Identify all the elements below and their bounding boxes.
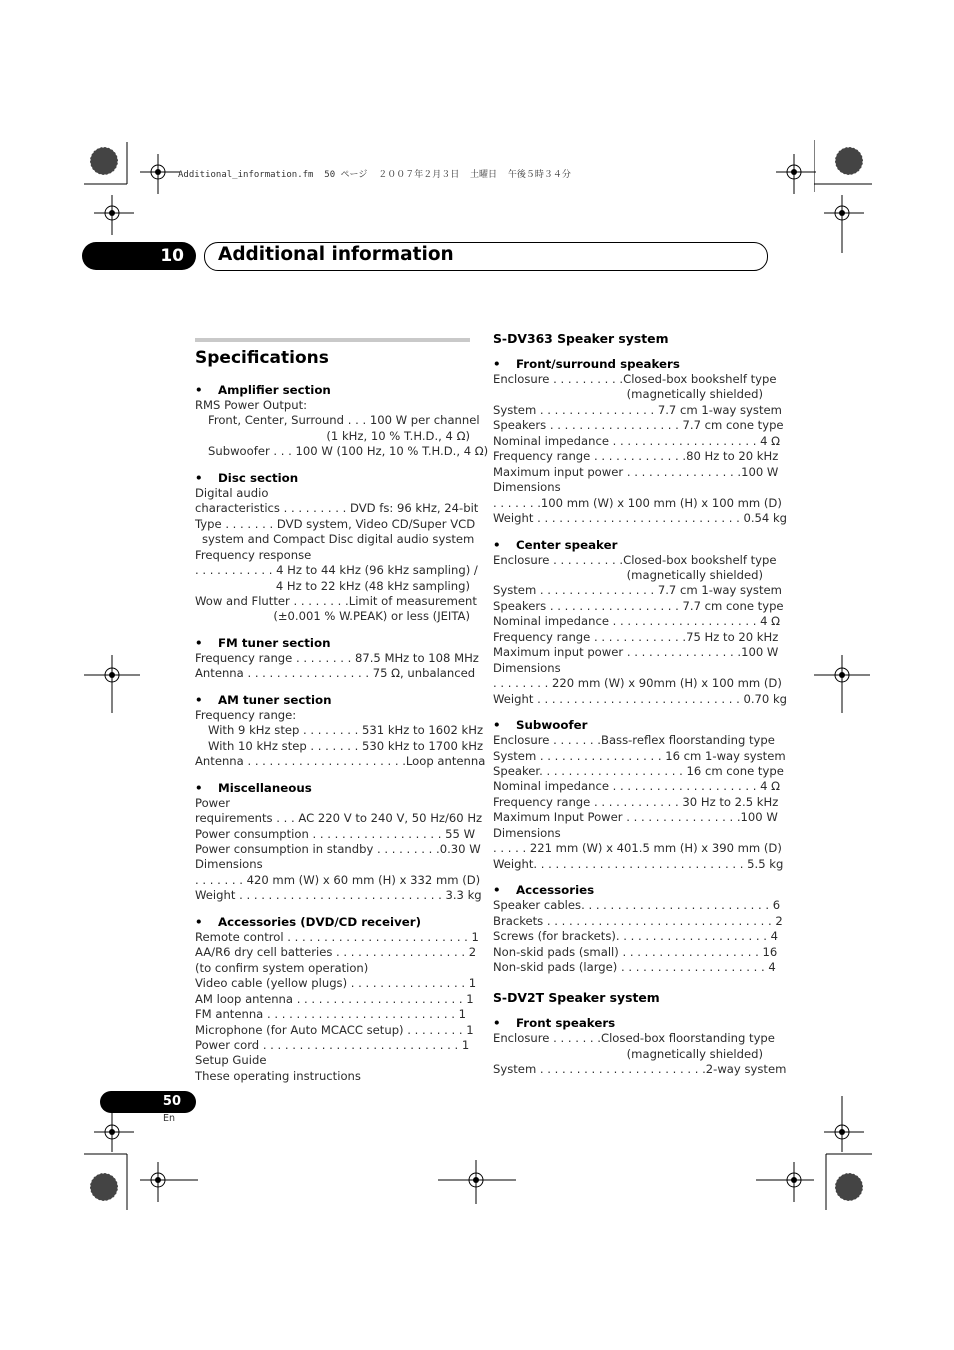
spec-line: Maximum input power . . . . . . . . . . . . . . . .100 W bbox=[493, 464, 779, 479]
spec-line: Type . . . . . . . DVD system, Video CD/Super VCD bbox=[195, 516, 476, 531]
spec-line: . . . . . . . . 220 mm (W) x 90mm (H) x 100 mm (D) bbox=[493, 676, 782, 691]
section-heading-front-speakers: • Front speakers bbox=[493, 1016, 616, 1031]
spec-line: Maximum input power . . . . . . . . . . . . . . . .100 W bbox=[493, 645, 779, 660]
spec-line: Frequency response bbox=[195, 547, 312, 562]
spacer bbox=[493, 975, 763, 989]
registration-crosshair-right-lower bbox=[824, 1096, 864, 1152]
section-heading-amplifier: • Amplifier section bbox=[195, 383, 331, 397]
spec-line: Microphone (for Auto MCACC setup) . . . . . . . . 1 bbox=[195, 1022, 474, 1037]
spec-line: Digital audio bbox=[195, 485, 269, 500]
spec-line: Video cable (yellow plugs) . . . . . . . . . . . . . . . . 1 bbox=[195, 976, 477, 991]
spec-line: Subwoofer . . . 100 W (100 Hz, 10 % T.H.D., 4 Ω) bbox=[208, 444, 489, 459]
system-title-s-dv2t: S-DV2T Speaker system bbox=[493, 990, 660, 1006]
spec-line: Frequency range . . . . . . . . . . . . 30 Hz to 2.5 kHz bbox=[493, 794, 779, 809]
spec-line: Weight . . . . . . . . . . . . . . . . . . . . . . . . . . . . 0.54 kg bbox=[493, 511, 788, 526]
registration-disc-bottom-left bbox=[80, 1152, 130, 1212]
registration-disc-top-left bbox=[80, 140, 130, 190]
spec-line: Setup Guide bbox=[195, 1053, 267, 1068]
page-number: 50 bbox=[162, 1094, 181, 1109]
spec-line: With 10 kHz step . . . . . . . 530 kHz to 1700 kHz bbox=[208, 738, 484, 753]
spec-line: Dimensions bbox=[493, 660, 561, 675]
spec-line: . . . . . . .100 mm (W) x 100 mm (H) x 100 mm (D) bbox=[493, 495, 782, 510]
spec-line: Frequency range . . . . . . . . 87.5 MHz to 108 MHz bbox=[195, 650, 479, 665]
spec-line: Dimensions bbox=[493, 480, 561, 495]
spec-line: . . . . . 221 mm (W) x 401.5 mm (H) x 390 mm (D) bbox=[493, 841, 782, 856]
spec-line: Enclosure . . . . . . .Bass-reflex floorstanding type bbox=[493, 733, 775, 748]
spec-line: (magnetically shielded) bbox=[626, 387, 763, 402]
registration-disc-bottom-right bbox=[814, 1152, 874, 1212]
spec-line: FM antenna . . . . . . . . . . . . . . . . . . . . . . . . . . 1 bbox=[195, 1007, 466, 1022]
registration-crosshair-right-upper bbox=[824, 195, 864, 255]
spec-line: Remote control . . . . . . . . . . . . . . . . . . . . . . . . . 1 bbox=[195, 929, 479, 944]
registration-crosshair-bottom-right bbox=[756, 1162, 816, 1202]
spec-line: Wow and Flutter . . . . . . . .Limit of measurement bbox=[195, 593, 477, 608]
spec-line: Power cord . . . . . . . . . . . . . . . . . . . . . . . . . . . 1 bbox=[195, 1037, 470, 1052]
spec-line: characteristics . . . . . . . . . DVD fs: 96 kHz, 24-bit bbox=[195, 501, 479, 516]
spec-line: Speaker. . . . . . . . . . . . . . . . . . . . 16 cm cone type bbox=[493, 763, 784, 778]
chapter-title-box bbox=[204, 242, 768, 271]
registration-crosshair-bottom-left bbox=[140, 1162, 200, 1202]
spec-line: Frequency range . . . . . . . . . . . . .80 Hz to 20 kHz bbox=[493, 449, 779, 464]
spec-line: Nominal impedance . . . . . . . . . . . . . . . . . . . . 4 Ω bbox=[493, 779, 780, 794]
spec-line: Weight . . . . . . . . . . . . . . . . . . . . . . . . . . . . 3.3 kg bbox=[195, 888, 482, 903]
specifications-title: Specifications bbox=[195, 348, 329, 368]
left-column bbox=[195, 338, 489, 1084]
spec-line: Frequency range . . . . . . . . . . . . .75 Hz to 20 kHz bbox=[493, 629, 779, 644]
section-heading-subwoofer: • Subwoofer bbox=[493, 718, 588, 733]
spec-line: Power consumption . . . . . . . . . . . . . . . . . . 55 W bbox=[195, 826, 476, 841]
section-heading-accessories-receiver: • Accessories (DVD/CD receiver) bbox=[195, 914, 421, 929]
section-heading-center-speaker: • Center speaker bbox=[493, 537, 618, 552]
spec-line: System . . . . . . . . . . . . . . . . 7.7 cm 1-way system bbox=[493, 583, 782, 598]
title-rule bbox=[195, 338, 470, 342]
section-heading-am-tuner: • AM tuner section bbox=[195, 692, 332, 707]
system-title-s-dv363: S-DV363 Speaker system bbox=[493, 331, 669, 346]
spec-line: (±0.001 % W.PEAK) or less (JEITA) bbox=[273, 609, 470, 624]
spec-line: Enclosure . . . . . . . . . .Closed-box bookshelf type bbox=[493, 552, 777, 567]
spec-line: Nominal impedance . . . . . . . . . . . . . . . . . . . . 4 Ω bbox=[493, 614, 780, 629]
spec-line: System . . . . . . . . . . . . . . . . . . . . . . .2-way system bbox=[493, 1062, 787, 1077]
spec-line: Frequency range: bbox=[195, 707, 297, 722]
registration-crosshair-top-left bbox=[140, 154, 180, 194]
spec-line: Brackets . . . . . . . . . . . . . . . . . . . . . . . . . . . . . . . 2 bbox=[493, 913, 783, 928]
spec-line: System . . . . . . . . . . . . . . . . . 16 cm 1-way system bbox=[493, 748, 786, 763]
registration-crosshair-left-middle bbox=[84, 655, 140, 713]
registration-crosshair-left-upper bbox=[94, 195, 134, 235]
spec-line: These operating instructions bbox=[195, 1068, 361, 1083]
spec-line: Power bbox=[195, 795, 231, 810]
spec-line: Dimensions bbox=[493, 825, 561, 840]
chapter-badge bbox=[82, 242, 196, 270]
spec-line: Antenna . . . . . . . . . . . . . . . . . . . . . .Loop antenna bbox=[195, 754, 486, 769]
spec-line: Weight. . . . . . . . . . . . . . . . . . . . . . . . . . . . . 5.5 kg bbox=[493, 856, 784, 871]
spec-line: Enclosure . . . . . . .Closed-box floorstanding type bbox=[493, 1031, 775, 1046]
spec-line: (to confirm system operation) bbox=[195, 960, 369, 975]
spec-line: Power consumption in standby . . . . . . . . .0.30 W bbox=[195, 841, 481, 856]
spec-line: With 9 kHz step . . . . . . . . 531 kHz to 1602 kHz bbox=[208, 723, 484, 738]
spec-line: (magnetically shielded) bbox=[626, 567, 763, 582]
spec-line: Non-skid pads (large) . . . . . . . . . . . . . . . . . . . . 4 bbox=[493, 959, 776, 974]
registration-crosshair-bottom-center bbox=[438, 1160, 518, 1206]
spec-line: system and Compact Disc digital audio system bbox=[202, 532, 475, 547]
file-header: Additional_information.fm 50 ページ ２００７年２月３日 土曜日 午後５時３４分 bbox=[178, 170, 571, 180]
registration-crosshair-right-middle bbox=[814, 655, 870, 713]
page-number-badge bbox=[100, 1091, 196, 1113]
section-heading-speaker-accessories: • Accessories bbox=[493, 883, 595, 898]
spec-line: . . . . . . . 420 mm (W) x 60 mm (H) x 332 mm (D) bbox=[195, 872, 481, 887]
spec-line: Non-skid pads (small) . . . . . . . . . . . . . . . . . . . 16 bbox=[493, 944, 778, 959]
spec-line: (magnetically shielded) bbox=[626, 1046, 763, 1061]
spec-line: Maximum Input Power . . . . . . . . . . . . . . . .100 W bbox=[493, 810, 778, 825]
spec-line: AA/R6 dry cell batteries . . . . . . . . . . . . . . . . . . 2 bbox=[195, 945, 477, 960]
registration-crosshair-top-right bbox=[776, 154, 816, 194]
section-heading-front-surround: • Front/surround speakers bbox=[493, 357, 680, 371]
section-heading-miscellaneous: • Miscellaneous bbox=[195, 780, 312, 795]
section-heading-fm-tuner: • FM tuner section bbox=[195, 635, 331, 650]
spec-line: AM loop antenna . . . . . . . . . . . . . . . . . . . . . . . 1 bbox=[195, 991, 474, 1006]
right-column bbox=[493, 330, 788, 1078]
spec-line: Weight . . . . . . . . . . . . . . . . . . . . . . . . . . . . 0.70 kg bbox=[493, 691, 788, 706]
spec-line: Enclosure . . . . . . . . . .Closed-box bookshelf type bbox=[493, 372, 777, 386]
spec-line: Dimensions bbox=[195, 857, 263, 872]
spec-line: Antenna . . . . . . . . . . . . . . . . . 75 Ω, unbalanced bbox=[195, 666, 476, 681]
spec-line: Speakers . . . . . . . . . . . . . . . . . . 7.7 cm cone type bbox=[493, 598, 784, 613]
spec-line: Nominal impedance . . . . . . . . . . . . . . . . . . . . 4 Ω bbox=[493, 433, 780, 448]
spec-line: Screws (for brackets). . . . . . . . . . . . . . . . . . . . . 4 bbox=[493, 929, 779, 944]
chapter-title: Additional information bbox=[218, 244, 454, 265]
spec-line: System . . . . . . . . . . . . . . . . 7.7 cm 1-way system bbox=[493, 402, 782, 417]
registration-disc-top-right bbox=[814, 140, 874, 192]
spec-line: Speaker cables. . . . . . . . . . . . . . . . . . . . . . . . . . 6 bbox=[493, 898, 781, 913]
spec-line: . . . . . . . . . . . 4 Hz to 44 kHz (96 kHz sampling) / bbox=[195, 563, 478, 578]
spec-line: Front, Center, Surround . . . 100 W per channel bbox=[208, 413, 480, 428]
spec-line: RMS Power Output: bbox=[195, 398, 308, 412]
section-heading-disc: • Disc section bbox=[195, 470, 299, 485]
spec-line: (1 kHz, 10 % T.H.D., 4 Ω) bbox=[326, 428, 470, 443]
spec-line: requirements . . . AC 220 V to 240 V, 50 Hz/60 Hz bbox=[195, 811, 483, 826]
spec-line: 4 Hz to 22 kHz (48 kHz sampling) bbox=[275, 578, 470, 593]
spec-line: Speakers . . . . . . . . . . . . . . . . . . 7.7 cm cone type bbox=[493, 418, 784, 433]
chapter-number: 10 bbox=[160, 246, 184, 266]
page-language: En bbox=[163, 1113, 176, 1124]
